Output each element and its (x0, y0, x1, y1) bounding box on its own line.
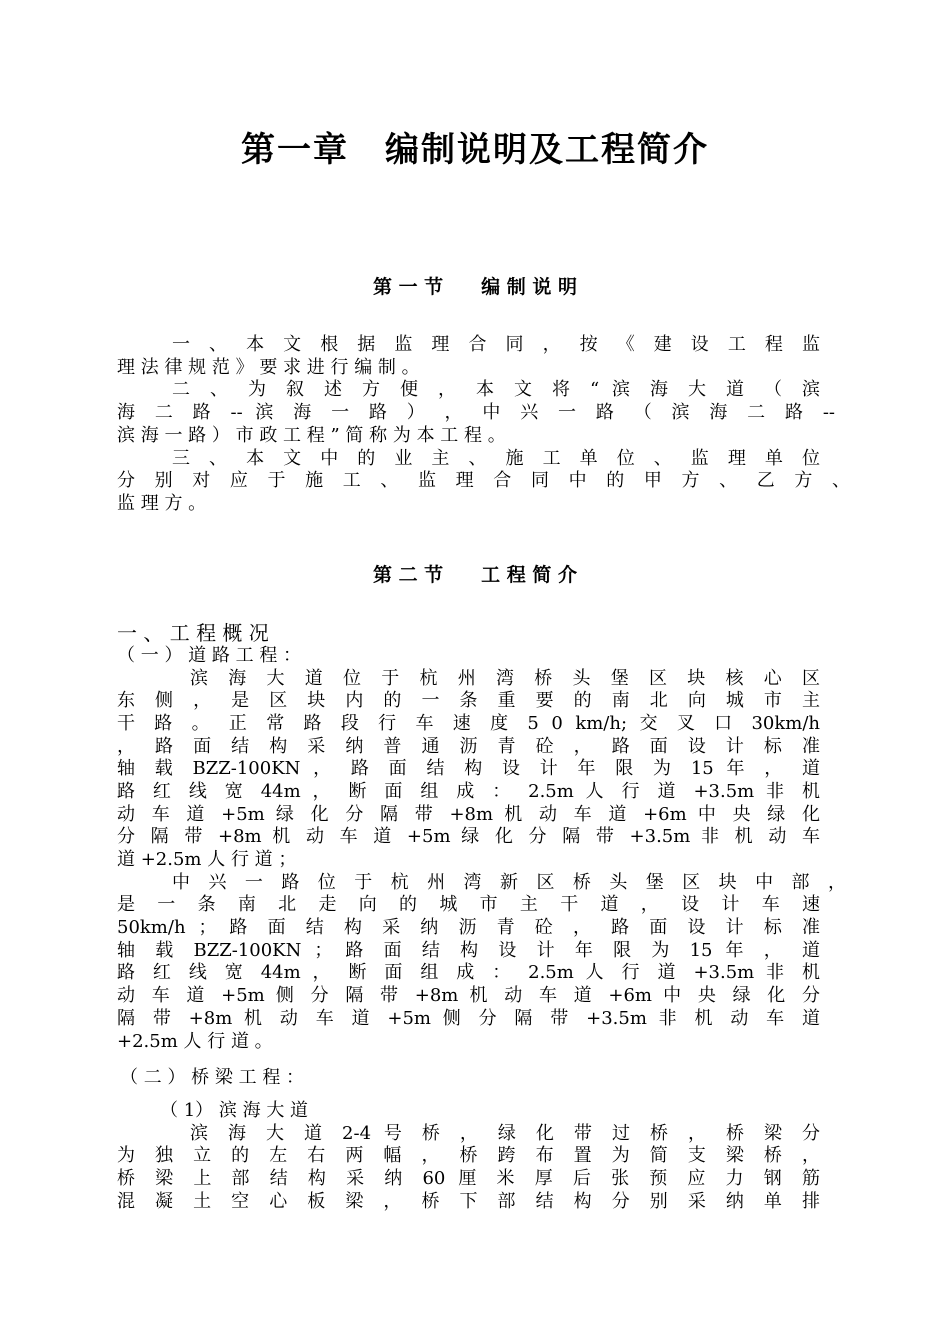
paragraph-line: 隔 带 +8m 机 动 车 道 +5m 侧 分 隔 带 +3.5m 非 机 动 车 道 (117, 1008, 820, 1029)
paragraph-line: 路 红 线 宽 44m ， 断 面 组 成 ： 2.5m 人 行 道 +3.5m 非 机 (117, 962, 820, 983)
paragraph-line: 道 +2.5m 人 行 道 ； (117, 849, 297, 870)
paragraph-line: 混 凝 土 空 心 板 梁 ， 桥 下 部 结 构 分 别 采 纳 单 排 (117, 1191, 820, 1212)
paragraph-line: 东 侧 ， 是 区 块 内 的 一 条 重 要 的 南 北 向 城 市 主 (117, 690, 820, 711)
paragraph-line: 二 、 为 叙 述 方 便 ， 本 文 将 “ 滨 海 大 道 （ 滨 (172, 379, 820, 400)
section-title-2: 第 二 节 工 程 简 介 (372, 564, 578, 586)
paragraph-line: 是 一 条 南 北 走 向 的 城 市 主 干 道 ， 设 计 车 速 (117, 894, 820, 915)
paragraph-line: 轴 载 BZZ-100KN ； 路 面 结 构 设 计 年 限 为 15 年 ， 道 (117, 940, 820, 961)
chapter-title: 第一章 编制说明及工程简介 (241, 130, 709, 170)
paragraph-line: 中 兴 一 路 位 于 杭 州 湾 新 区 桥 头 堡 区 块 中 部 ， (172, 872, 846, 893)
paragraph-line: 滨 海 大 道 2-4 号 桥 ， 绿 化 带 过 桥 ， 桥 梁 分 (190, 1123, 820, 1144)
paragraph-line: 动 车 道 +5m 绿 化 分 隔 带 +8m 机 动 车 道 +6m 中 央 绿 化 (117, 804, 820, 825)
paragraph-line: 轴 载 BZZ-100KN ， 路 面 结 构 设 计 年 限 为 15 年 ， 道 (117, 758, 820, 779)
subheading-bridge: （ 二 ） 桥 梁 工 程 ： (120, 1067, 305, 1088)
paragraph-line: 海 二 路 -- 滨 海 一 路 ） ， 中 兴 一 路 （ 滨 海 二 路 -- (117, 402, 835, 423)
paragraph-line: 为 独 立 的 左 右 两 幅 ， 桥 跨 布 置 为 简 支 梁 桥 ， (117, 1145, 820, 1166)
paragraph-line: 动 车 道 +5m 侧 分 隔 带 +8m 机 动 车 道 +6m 中 央 绿 化 分 (117, 985, 820, 1006)
paragraph-line: 一 、 本 文 根 据 监 理 合 同 ， 按 《 建 设 工 程 监 (172, 334, 820, 355)
paragraph-line: 干 路 。 正 常 路 段 行 车 速 度 5 0 km/h; 交 叉 口 30km/h (117, 713, 820, 734)
paragraph-line: 滨 海 一 路 ） 市 政 工 程 ” 简 称 为 本 工 程 。 (117, 425, 506, 446)
paragraph-line: +2.5m 人 行 道 。 (117, 1031, 273, 1052)
heading-overview: 一 、 工 程 概 况 (117, 621, 269, 645)
paragraph-line: 滨 海 大 道 位 于 杭 州 湾 桥 头 堡 区 块 核 心 区 (190, 668, 820, 689)
section-title-1: 第 一 节 编 制 说 明 (372, 276, 578, 298)
subheading-road: （ 一 ） 道 路 工 程 ： (117, 645, 302, 666)
paragraph-line: 三 、 本 文 中 的 业 主 、 施 工 单 位 、 监 理 单 位 (172, 448, 820, 469)
paragraph-line: 桥 梁 上 部 结 构 采 纳 60 厘 米 厚 后 张 预 应 力 钢 筋 (117, 1168, 820, 1189)
paragraph-line: 分 隔 带 +8m 机 动 车 道 +5m 绿 化 分 隔 带 +3.5m 非 机 动 车 (117, 826, 820, 847)
paragraph-line: 监 理 方 。 (117, 493, 207, 514)
paragraph-line: 路 红 线 宽 44m ， 断 面 组 成 ： 2.5m 人 行 道 +3.5m 非 机 (117, 781, 820, 802)
paragraph-line: 理 法 律 规 范 》 要 求 进 行 编 制 。 (117, 357, 420, 378)
paragraph-line: ， 路 面 结 构 采 纳 普 通 沥 青 砼 ， 路 面 设 计 标 准 (117, 736, 820, 757)
paragraph-line: 50km/h ； 路 面 结 构 采 纳 沥 青 砼 ， 路 面 设 计 标 准 (117, 917, 820, 938)
paragraph-line: 分 别 对 应 于 施 工 、 监 理 合 同 中 的 甲 方 、 乙 方 、 (117, 470, 850, 491)
subheading-binhai-avenue: （ 1） 滨 海 大 道 (160, 1100, 309, 1121)
